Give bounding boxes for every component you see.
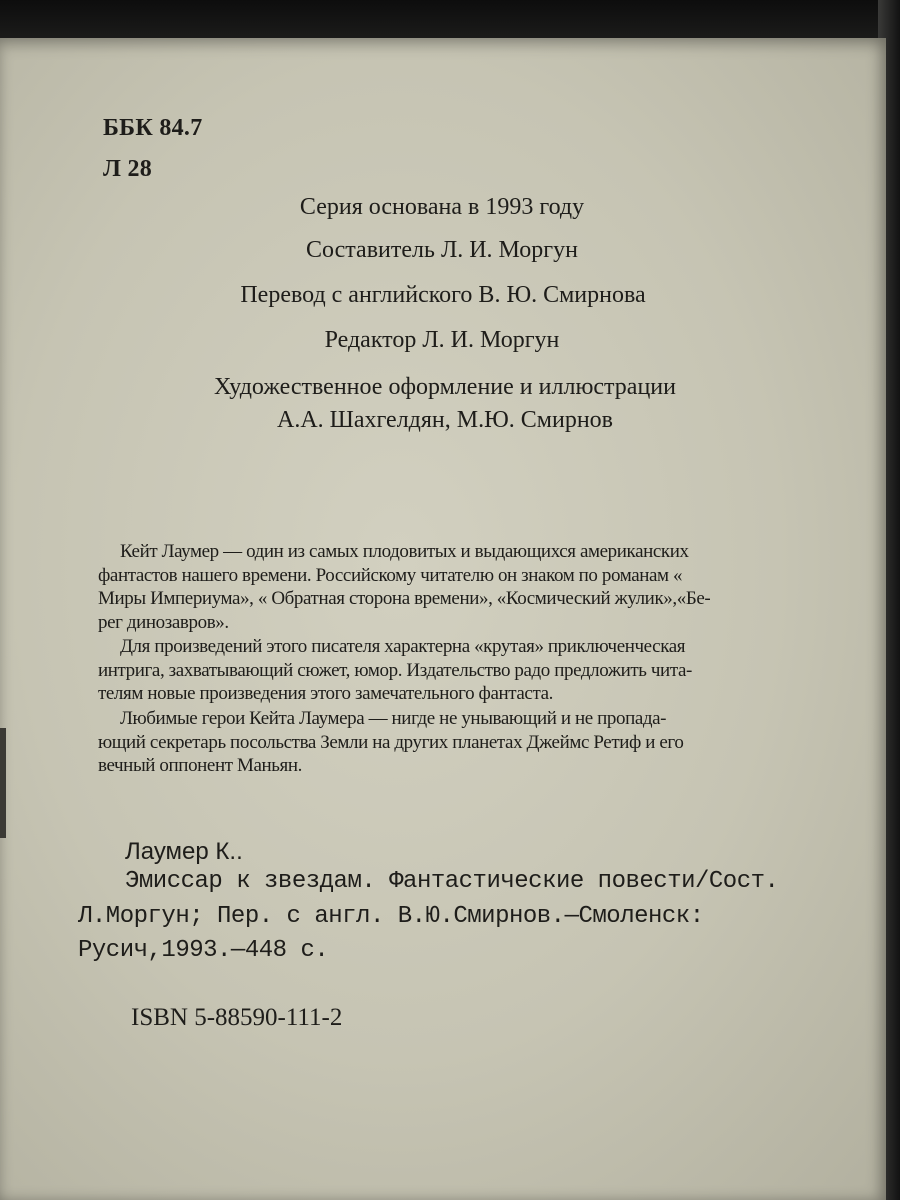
annotation-line: Кейт Лаумер — один из самых плодовитых и выдающихся американских — [120, 541, 689, 562]
translation-line: Перевод с английского В. Ю. Смирнова — [240, 282, 646, 308]
isbn-number: ISBN 5-88590-111-2 — [131, 1004, 343, 1031]
annotation-line: рег динозавров». — [98, 611, 229, 633]
annotation-line: вечный оппонент Маньян. — [98, 755, 303, 776]
catalog-line-2: Л.Моргун; Пер. с англ. В.Ю.Смирнов.—Смоленск: — [78, 903, 704, 930]
annotation-line: интрига, захватывающий сюжет, юмор. Издательство радо предложить чита- — [98, 659, 692, 681]
catalog-line-3: Русич,1993.—448 с. — [78, 937, 329, 964]
annotation-paragraph-3 — [98, 707, 683, 778]
annotation-paragraph-1 — [98, 540, 710, 634]
bbk-code: ББК 84.7 — [103, 115, 203, 141]
annotation-line: Для произведений этого писателя характерна «крутая» приключенческая — [120, 636, 686, 657]
art-credit-line-2: А.А. Шахгелдян, М.Ю. Смирнов — [277, 407, 613, 433]
catalog-line-1: Эмиссар к звездам. Фантастические повести/Сост. — [125, 868, 779, 895]
annotation-line: ющий секретарь посольства Земли на других планетах Джеймс Ретиф и его — [98, 731, 684, 753]
annotation-line: Любимые герои Кейта Лаумера — нигде не унывающий и не пропада- — [120, 708, 667, 729]
annotation-line: телям новые произведения этого замечательного фантаста. — [98, 683, 553, 704]
catalog-author: Лаумер К.. — [125, 838, 243, 865]
editor-line: Редактор Л. И. Моргун — [324, 327, 560, 353]
author-mark: Л 28 — [103, 156, 153, 182]
book-page — [0, 38, 886, 1200]
series-line: Серия основана в 1993 году — [299, 194, 585, 220]
page-edge-shadow — [0, 728, 6, 838]
annotation-paragraph-2 — [98, 635, 692, 706]
annotation-line: фантастов нашего времени. Российскому читателю он знаком по романам « — [98, 564, 683, 586]
compiler-line: Составитель Л. И. Моргун — [306, 237, 578, 263]
art-credit-line-1: Художественное оформление и иллюстрации — [214, 374, 676, 400]
annotation-line: Миры Империума», « Обратная сторона времени», «Космический жулик»,«Бе- — [98, 588, 711, 609]
